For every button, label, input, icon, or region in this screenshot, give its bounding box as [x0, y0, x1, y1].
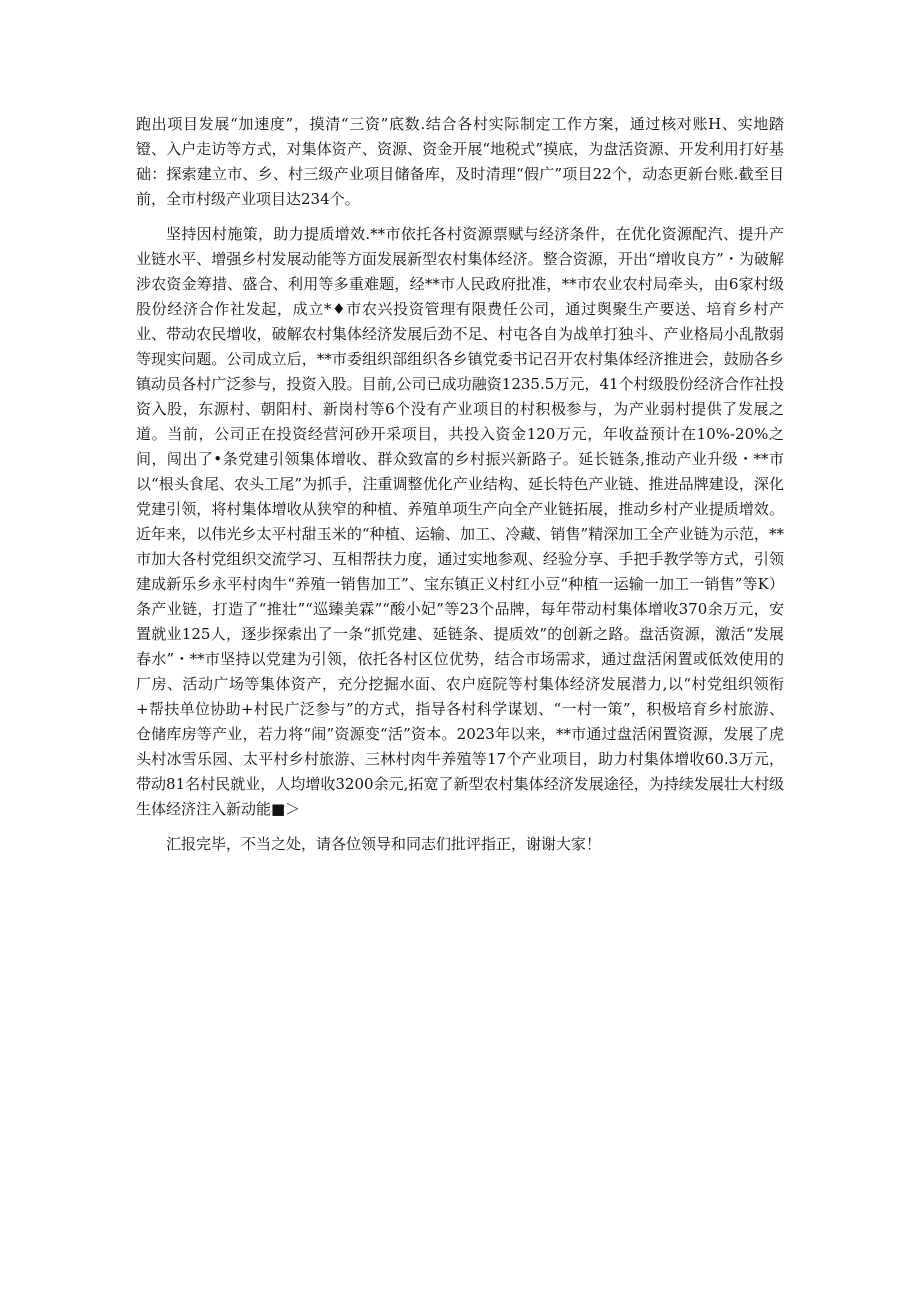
document-body	[136, 112, 784, 867]
paragraph-continuation: 跑出项目发展“加速度”，摸清“三资”底数.结合各村实际制定工作方案，通过核对账H、实地踏镫、入户走访等方式，对集体资产、资源、资金开展“地税式”摸底，为盘活资源、开发利用打好基础：探索建立市、乡、村三级产业项目储备库，及时清理“假广”项目22个，动态更新台账.截至目前，全市村级产业项目达234个。	[136, 115, 784, 208]
paragraph-closing: 汇报完毕，不当之处，请各位领导和同志们批评指正，谢谢大家！	[166, 835, 602, 853]
paragraph-main-body: 坚持因村施策，助力提质增效.**市依托各村资源票赋与经济条件，在优化资源配汽、提升产业链水平、增强乡村发展动能等方面发展新型农村集体经济。整合资源，开出“增收良方”・为破解涉农资金筹措、盛合、利用等多重难题，经**市人民政府批准，**市农业农村局牵头，由6家村级股份经济合作社发起，成立*♦市农兴投资管理有限费任公司，通过舆聚生产要送、培育乡村产业、带动农民增收，破解农村集体经济发展后劲不足、村屯各自为战单打独斗、产业格局小乱散弱等现实问题。公司成立后，**市委组织部组织各乡镇党委书记召开农村集体经济推进会，鼓励各乡镇动员各村广泛参与，投资入股。目前,公司已成功融资1235.5万元，41个村级股份经济合作社投资入股，东源村、朝阳村、新岗村等6个没有产业项目的村积极参与，为产业弱村提供了发展之道。当前，公司正在投资经营河砂开采项目，共投入资金120万元，年收益预计在10%-20%之间，闯出了•条党建引领集体增收、群众致富的乡村振兴新路子。延长链条,推动产业升级・**市以“根头食尾、农头工尾”为抓手，注重调整优化产业结构、延长特色产业链、推进品牌建设，深化党建引领，将村集体增收从狭窄的种植、养殖单项生产向全产业链拓展，推动乡村产业提质增效。近年来，以伟光乡太平村甜玉米的“种植、运输、加工、冷藏、销售”精深加工全产业链为示范，**市加大各村党组织交流学习、互相帮扶力度，通过实地参观、经验分享、手把手教学等方式，引领建成新乐乡永平村肉牛“养殖一销售加工”、宝东镇正义村红小豆“种植一运输一加工一销售”等K）条产业链，打造了“推壮”“巡臻美霖”“酸小妃”等23个品牌，每年带动村集体增收370余万元，安置就业125人，逐步探索出了一条“抓党建、延链条、提质效”的创新之路。盘活资源，激活“发展春水”・**市坚持以党建为引领，依托各村区位优势，结合市场需求，通过盘活闲置或低效使用的厂房、活动广场等集体资产，充分挖掘水面、农户庭院等村集体经济发展潜力,以“村党组织领衔+帮扶单位协助+村民广泛参与”的方式，指导各村科学谋划、“一村一策”，积极培育乡村旅游、仓储库房等产业，若力将“闹”资源变“活”资本。2023年以来，**市通过盘活闲置资源，发展了虎头村冰雪乐园、太平村乡村旅游、三林村肉牛养殖等17个产业项目，助力村集体增收60.3万元，带动81名村民就业，人均增收3200余元,拓宽了新型农村集体经济发展途径，为持续发展壮大村级生体经济注入新动能■＞	[136, 225, 784, 818]
